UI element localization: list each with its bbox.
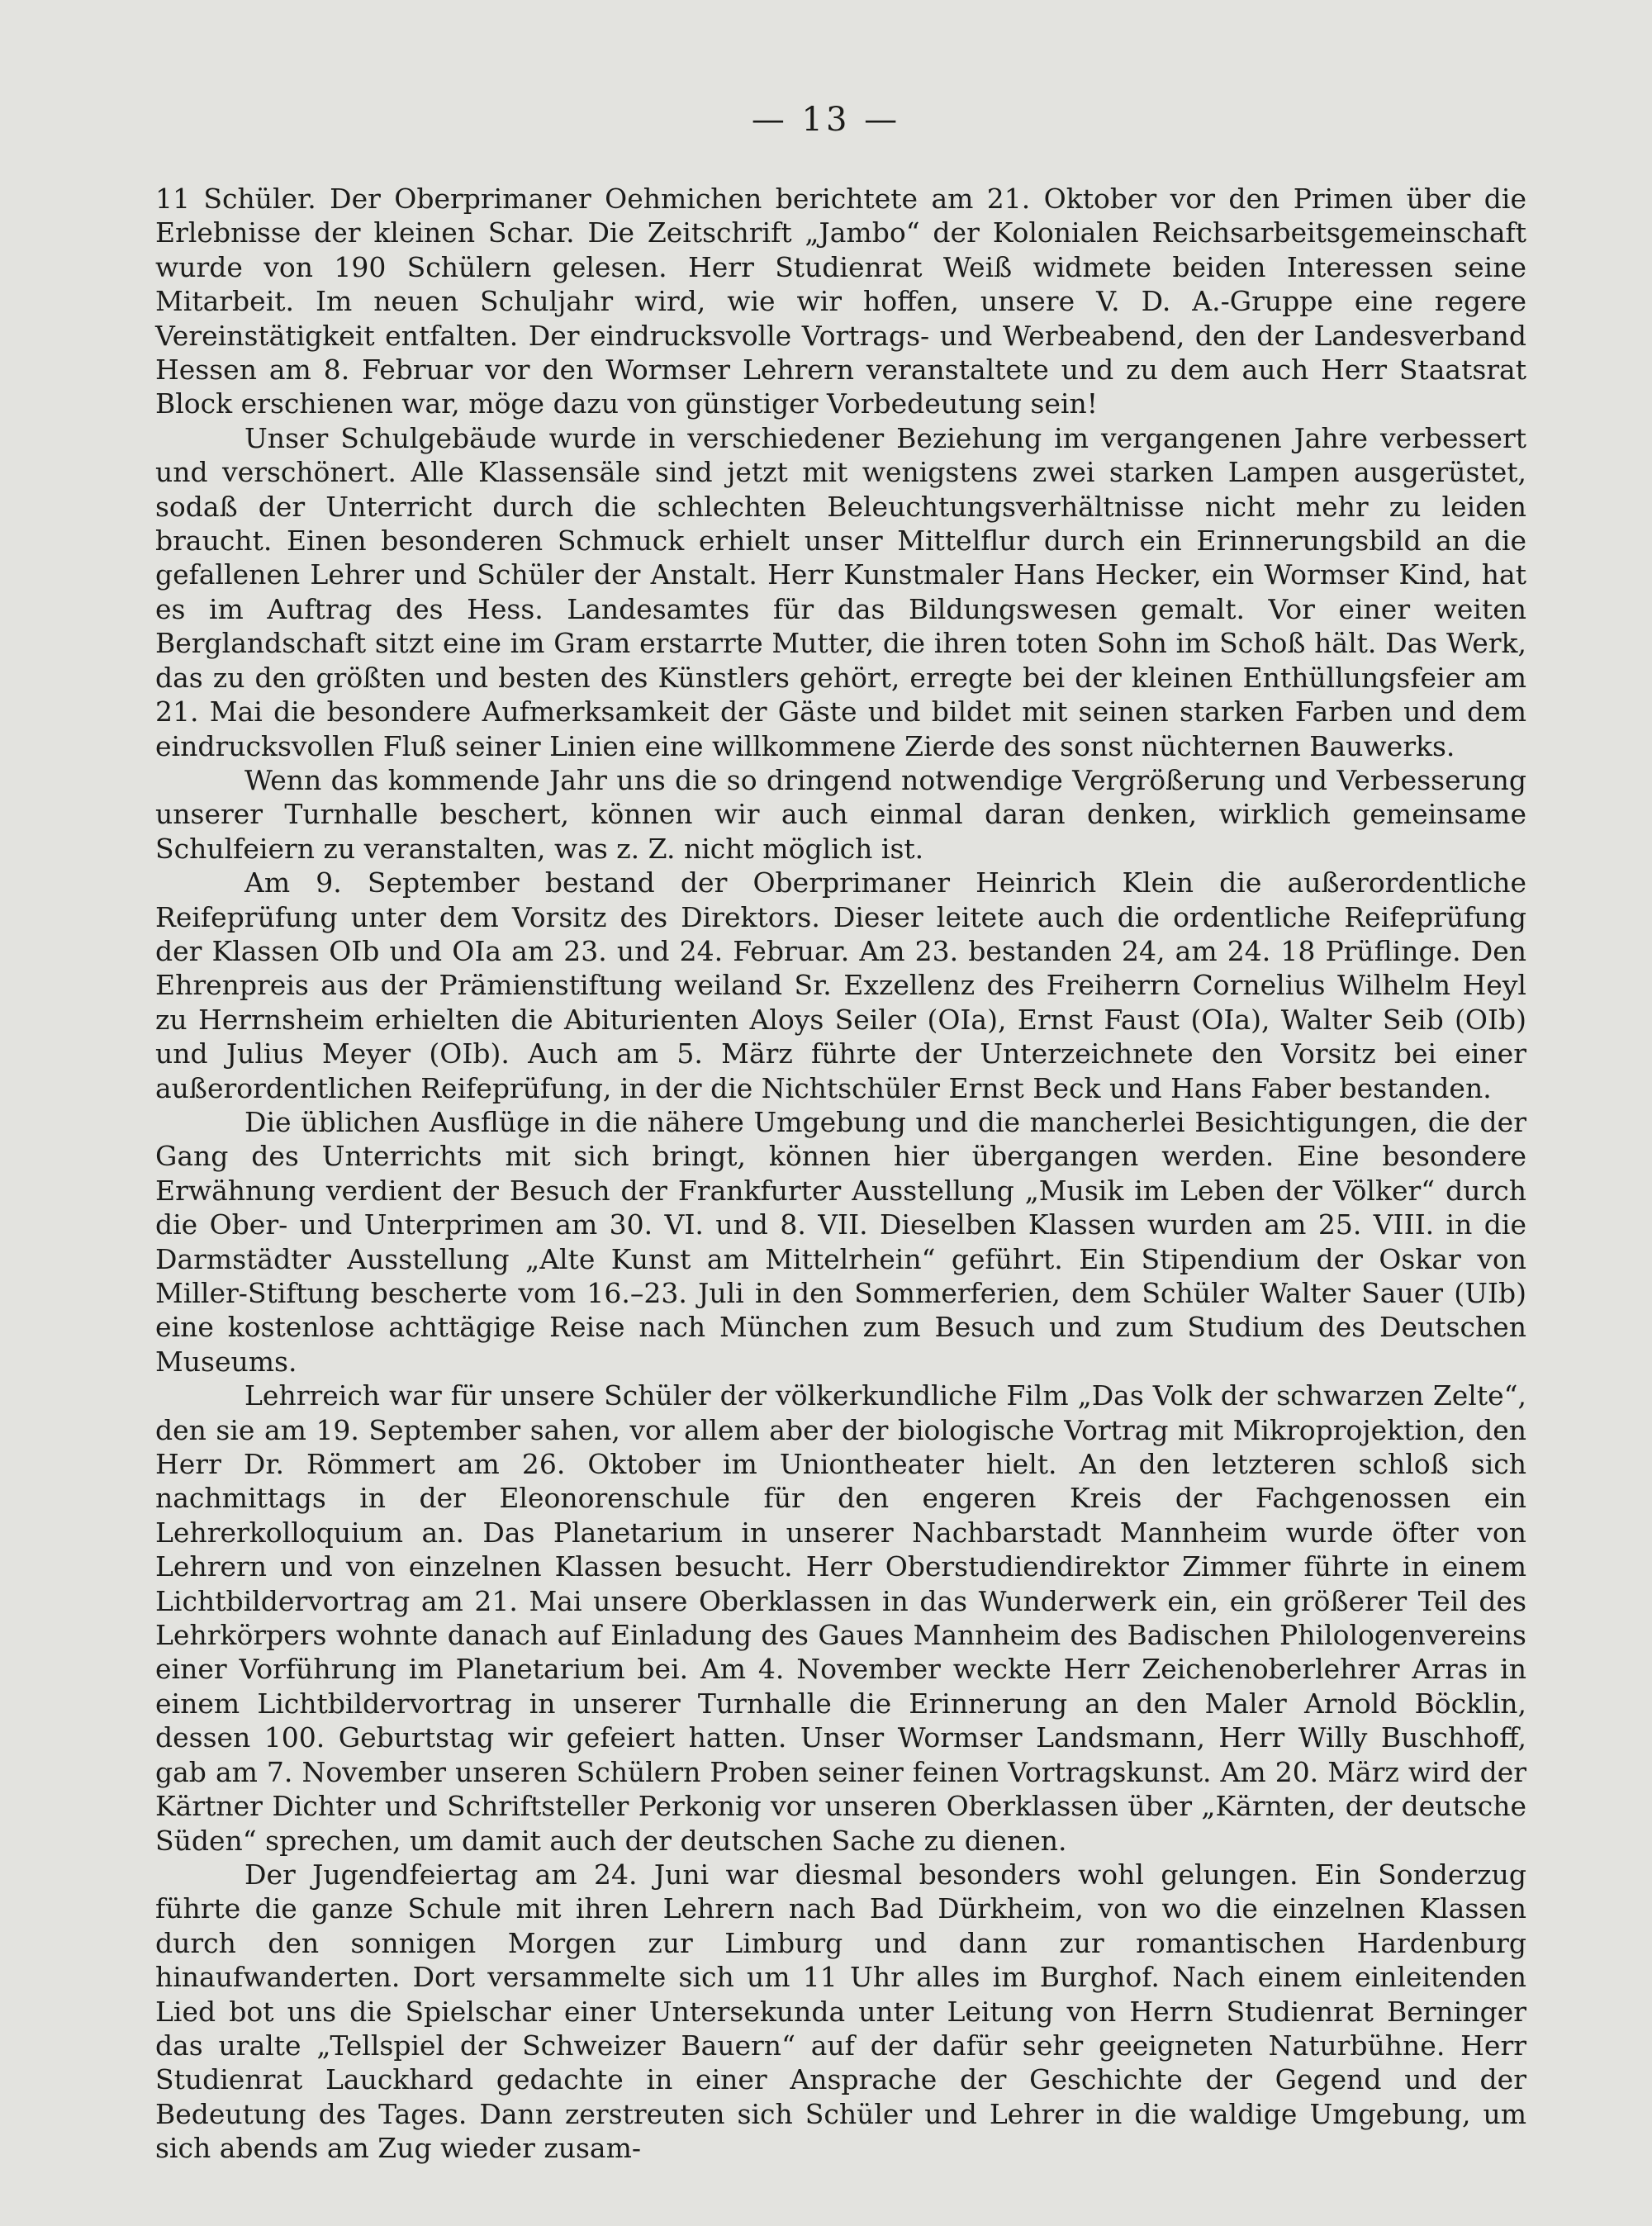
page-number: — 13 — — [751, 101, 901, 139]
body-text — [155, 182, 1526, 2166]
paragraph-school-building: Unser Schulgebäude wurde in verschiedener Beziehung im vergangenen Jahre verbessert und verschönert. Alle Klassensäle sind jetzt mit wenigstens zwei starken Lampen ausgerüstet, sodaß der Unterricht durch die schlechten Beleuchtungsverhältnisse nicht mehr zu leiden braucht. Einen besonderen Schmuck erhielt unser Mittelflur durch ein Erinnerungsbild an die gefallenen Lehrer und Schüler der Anstalt. Herr Kunstmaler Hans Hecker, ein Wormser Kind, hat es im Auftrag des Hess. Landesamtes für das Bildungswesen gemalt. Vor einer weiten Berglandschaft sitzt eine im Gram erstarrte Mutter, die ihren toten Sohn im Schoß hält. Das Werk, das zu den größten und besten des Künstlers gehört, erregte bei der kleinen Enthüllungsfeier am 21. Mai die besondere Aufmerksamkeit der Gäste und bildet mit seinen starken Farben und dem eindrucksvollen Fluß seiner Linien eine willkommene Zierde des sonst nüchternen Bauwerks. — [155, 421, 1526, 762]
paragraph-continued-club-activities: 11 Schüler. Der Oberprimaner Oehmichen berichtete am 21. Oktober vor den Primen über die Erlebnisse der kleinen Schar. Die Zeitschrift „Jambo“ der Kolonialen Reichsarbeitsgemeinschaft wurde von 190 Schülern gelesen. Herr Studienrat Weiß widmete beiden Interessen seine Mitarbeit. Im neuen Schuljahr wird, wie wir hoffen, unsere V. D. A.-Gruppe eine regere Vereinstätigkeit entfalten. Der eindrucksvolle Vortrags- und Werbeabend, den der Landesverband Hessen am 8. Februar vor den Wormser Lehrern veranstaltete und zu dem auch Herr Staatsrat Block erschienen war, möge dazu von günstiger Vorbedeutung sein! — [155, 183, 1526, 420]
paragraph-final-exams: Am 9. September bestand der Oberprimaner Heinrich Klein die außerordentliche Reifeprüfung unter dem Vorsitz des Direktors. Dieser leitete auch die ordentliche Reifeprüfung der Klassen OIb und OIa am 23. und 24. Februar. Am 23. bestanden 24, am 24. 18 Prüflinge. Den Ehrenpreis aus der Prämienstiftung weiland Sr. Exzellenz des Freiherrn Cornelius Wilhelm Heyl zu Herrnsheim erhielten die Abiturienten Aloys Seiler (OIa), Ernst Faust (OIa), Walter Seib (OIb) und Julius Meyer (OIb). Auch am 5. März führte der Unterzeichnete den Vorsitz bei einer außerordentlichen Reifeprüfung, in der die Nichtschüler Ernst Beck und Hans Faber bestanden. — [155, 866, 1526, 1104]
paragraph-lectures: Lehrreich war für unsere Schüler der völkerkundliche Film „Das Volk der schwarzen Zelte“, den sie am 19. September sahen, vor allem aber der biologische Vortrag mit Mikroprojektion, den Herr Dr. Römmert am 26. Oktober im Uniontheater hielt. An den letzteren schloß sich nachmittags in der Eleonorenschule für den engeren Kreis der Fachgenossen ein Lehrerkolloquium an. Das Planetarium in unserer Nachbarstadt Mannheim wurde öfter von Lehrern und von einzelnen Klassen besucht. Herr Oberstudiendirektor Zimmer führte in einem Lichtbildervortrag am 21. Mai unsere Oberklassen in das Wunderwerk ein, ein größerer Teil des Lehrkörpers wohnte danach auf Einladung des Gaues Mannheim des Badischen Philologenvereins einer Vorführung im Planetarium bei. Am 4. November weckte Herr Zeichenoberlehrer Arras in einem Lichtbildervortrag in unserer Turnhalle die Erinnerung an den Maler Arnold Böcklin, dessen 100. Geburtstag wir gefeiert hatten. Unser Wormser Landsmann, Herr Willy Buschhoff, gab am 7. November unseren Schülern Proben seiner feinen Vortragskunst. Am 20. März wird der Kärtner Dichter und Schriftsteller Perkonig vor unseren Oberklassen über „Kärnten, der deutsche Süden“ sprechen, um damit auch der deutschen Sache zu dienen. — [155, 1379, 1526, 1857]
paragraph-gymnasium: Wenn das kommende Jahr uns die so dringend notwendige Vergrößerung und Verbesserung unserer Turnhalle beschert, können wir auch einmal daran denken, wirklich gemeinsame Schulfeiern zu veranstalten, was z. Z. nicht möglich ist. — [155, 763, 1526, 865]
paragraph-excursions: Die üblichen Ausflüge in die nähere Umgebung und die mancherlei Besichtigungen, die der Gang des Unterrichts mit sich bringt, können hier übergangen werden. Eine besondere Erwähnung verdient der Besuch der Frankfurter Ausstellung „Musik im Leben der Völker“ durch die Ober- und Unterprimen am 30. VI. und 8. VII. Dieselben Klassen wurden am 25. VIII. in die Darmstädter Ausstellung „Alte Kunst am Mittelrhein“ geführt. Ein Stipendium der Oskar von Miller-Stiftung bescherte vom 16.–23. Juli in den Sommerferien, dem Schüler Walter Sauer (UIb) eine kostenlose achttägige Reise nach München zum Besuch und zum Studium des Deutschen Museums. — [155, 1105, 1526, 1378]
paragraph-youth-day: Der Jugendfeiertag am 24. Juni war diesmal besonders wohl gelungen. Ein Sonderzug führte die ganze Schule mit ihren Lehrern nach Bad Dürkheim, von wo die einzelnen Klassen durch den sonnigen Morgen zur Limburg und dann zur romantischen Hardenburg hinaufwanderten. Dort versammelte sich um 11 Uhr alles im Burghof. Nach einem einleitenden Lied bot uns die Spielschar einer Untersekunda unter Leitung von Herrn Studienrat Berninger das uralte „Tellspiel der Schweizer Bauern“ auf der dafür sehr geeigneten Naturbühne. Herr Studienrat Lauckhard gedachte in einer Ansprache der Geschichte der Gegend und der Bedeutung des Tages. Dann zerstreuten sich Schüler und Lehrer in die waldige Umgebung, um sich abends am Zug wieder zusam- — [155, 1858, 1526, 2165]
